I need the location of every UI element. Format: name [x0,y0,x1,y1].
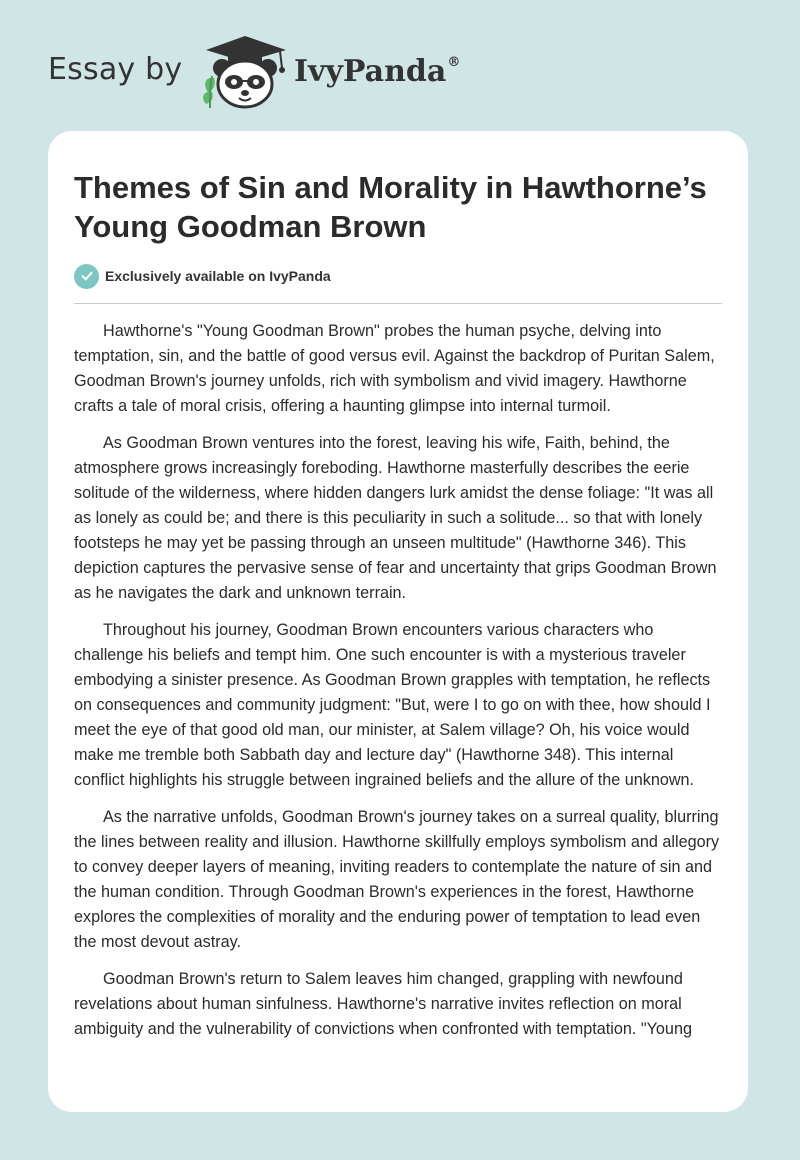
badge-text: Exclusively available on IvyPanda [105,268,331,284]
paragraph: Hawthorne's "Young Goodman Brown" probes the human psyche, delving into temptation, sin, and the battle of good versus evil. Against the backdrop of Puritan Salem, Goodman Brown's journey unfolds, rich with symbolism and vivid imagery. Hawthorne crafts a tale of moral crisis, offering a haunting glimpse into internal turmoil. [74,322,715,415]
registered-mark: ® [447,55,461,70]
article-card [48,131,748,1112]
paragraph: As the narrative unfolds, Goodman Brown's journey takes on a surreal quality, blurring the lines between reality and illusion. Hawthorne skillfully employs symbolism and allegory to convey deeper layers of meaning, inviting readers to contemplate the nature of sin and the human condition. Through Goodman Brown's experiences in the forest, Hawthorne explores the complexities of morality and the enduring power of temptation to lead even the most devout astray. [74,808,720,951]
exclusive-badge [74,263,331,289]
brand-name[interactable] [294,54,460,89]
paragraph: Goodman Brown's return to Salem leaves him changed, grappling with newfound revelations about human sinfulness. Hawthorne's narrative invites reflection on moral ambiguity and the vulnerability of convictions when confronted with temptation. "Young [74,970,692,1038]
panda-graduation-cap-icon[interactable] [200,32,290,110]
site-header [0,0,800,130]
paragraph: As Goodman Brown ventures into the forest, leaving his wife, Faith, behind, the atmosphere grows increasingly foreboding. Hawthorne masterfully describes the eerie solitude of the wilderness, where hidden dangers lurk amidst the dense foliage: "It was all as lonely as could be; and there is this peculiarity in such a solitude... so that with lonely footsteps he may yet be passing through an unseen multitude" (Hawthorne 346). This depiction captures the pervasive sense of fear and uncertainty that grips Goodman Brown as he navigates the dark and unknown terrain. [74,434,717,602]
article-title: Themes of Sin and Morality in Hawthorne’s Young Goodman Brown [74,170,707,244]
check-mark-glyph [80,269,94,283]
article-body [74,319,724,1054]
brand-name-text: IvyPanda [294,54,447,89]
divider [74,303,722,304]
check-icon [74,264,99,289]
paragraph: Throughout his journey, Goodman Brown encounters various characters who challenge his beliefs and tempt him. One such encounter is with a mysterious traveler embodying a sinister presence. As Goodman Brown grapples with temptation, he reflects on consequences and community judgment: "But, were I to go on with thee, how should I meet the eye of that good old man, our minister, at Salem village? Oh, his voice would make me tremble both Sabbath day and lecture day" (Hawthorne 348). This internal conflict highlights his struggle between ingrained beliefs and the allure of the unknown. [74,621,711,789]
brand-prefix: Essay by [48,52,183,87]
